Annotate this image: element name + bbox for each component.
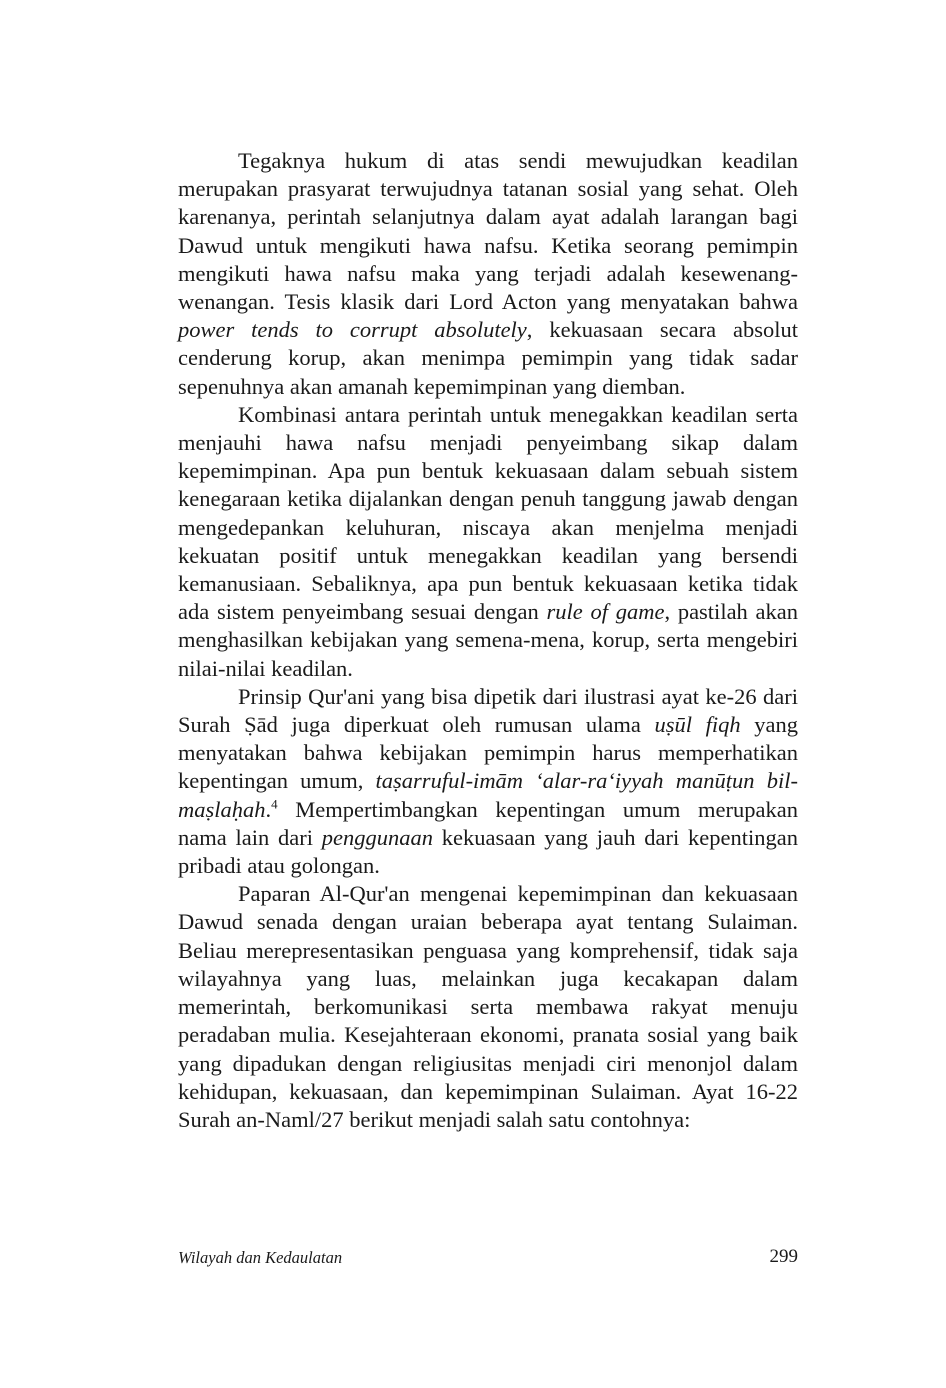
italic-phrase: rule of game [546,599,665,625]
page-number: 299 [769,1246,798,1267]
italic-phrase: uṣūl fiqh [654,712,741,738]
italic-phrase: taṣarruful-imām ‘alar-ra‘iyyah manūṭun bil-maṣlaḥah [178,768,798,822]
paragraph: Tegaknya hukum di atas sendi mewujudkan keadilan merupakan prasyarat terwujudnya tatanan sosial yang sehat. Oleh karenanya, perintah selanjutnya dalam ayat adalah larangan bagi Dawud untuk mengikuti hawa nafsu. Ketika seorang pemimpin mengikuti hawa nafsu maka yang terjadi adalah kesewenang-wenangan. Tesis klasik dari Lord Acton yang menyatakan bahwa power tends to corrupt absolutely, kekuasaan secara absolut cenderung korup, akan menimpa pemimpin yang tidak sadar sepenuhnya akan amanah kepemimpinan yang diemban. [178,148,798,399]
running-footer-title: Wilayah dan Kedaulatan [178,1248,343,1267]
italic-phrase: power tends to corrupt absolutely [178,317,527,343]
italic-phrase: penggunaan [321,824,434,850]
paragraph: Prinsip Qur'ani yang bisa dipetik dari ilustrasi ayat ke-26 dari Surah Ṣād juga diperkuat oleh rumusan ulama uṣūl fiqh yang menyatakan bahwa kebijakan pemimpin harus memperhatikan kepentingan umum, taṣarruful-imām ‘alar-ra‘iyyah manūṭun bil-maṣlaḥah.$^4$ Mempertimbangkan kepentingan umum merupakan nama lain dari penggunaan kekuasaan yang jauh dari kepentingan pribadi atau golongan. [178,683,798,879]
paragraph: Paparan Al-Qur'an mengenai kepemimpinan dan kekuasaan Dawud senada dengan uraian beberapa ayat tentang Sulaiman. Beliau merepresentasikan penguasa yang komprehensif, tidak saja wilayahnya yang luas, melainkan juga kecakapan dalam memerintah, berkomunikasi serta membawa rakyat menuju peradaban mulia. Kesejahteraan ekonomi, pranata sosial yang baik yang dipadukan dengan religiusitas menjadi ciri menonjol dalam kehidupan, kekuasaan, dan kepemimpinan Sulaiman. Ayat 16-22 Surah an-Naml/27 berikut menjadi salah satu contohnya: [178,881,798,1132]
body-text [178,147,798,1134]
paragraph: Kombinasi antara perintah untuk menegakkan keadilan serta menjauhi hawa nafsu menjadi penyeimbang sikap dalam kepemimpinan. Apa pun bentuk kekuasaan dalam sebuah sistem kenegaraan ketika dijalankan dengan penuh tanggung jawab dengan mengedepankan keluhuran, niscaya akan menjelma menjadi kekuatan positif untuk menegakkan keadilan yang bersendi kemanusiaan. Sebaliknya, apa pun bentuk kekuasaan ketika tidak ada sistem penyeimbang sesuai dengan rule of game, pastilah akan menghasilkan kebijakan yang semena-mena, korup, serta mengebiri nilai-nilai keadilan. [178,401,798,681]
page-footer [178,1246,798,1276]
footnote-marker[interactable]: 4 [271,796,278,812]
